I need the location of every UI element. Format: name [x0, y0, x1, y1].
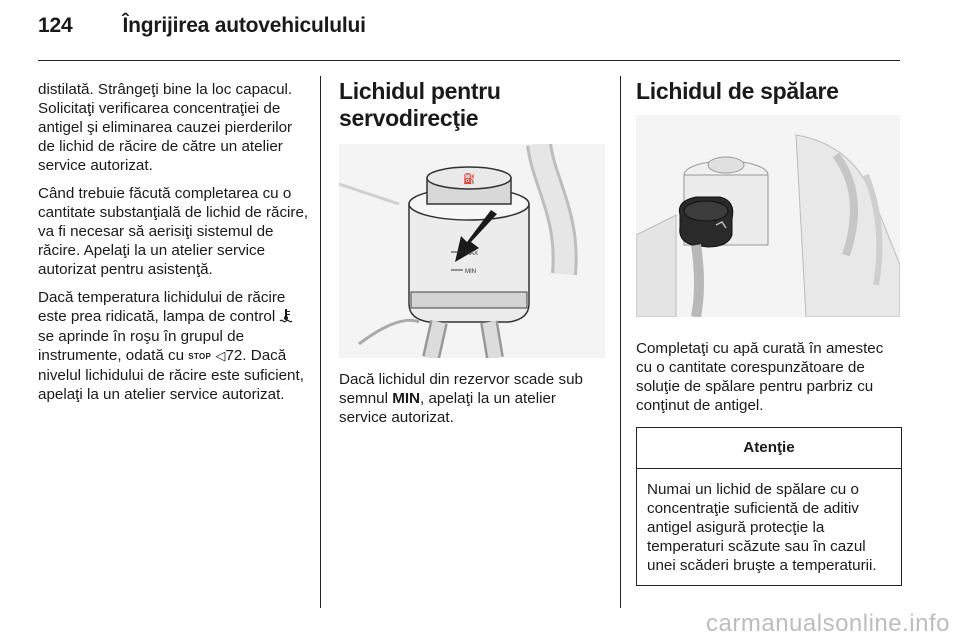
page-reference-arrow-icon: ◁ — [215, 348, 226, 363]
paragraph: Dacă lichidul din rezervor scade sub semnul MIN, apelaţi la un atelier service autorizat. — [339, 371, 583, 426]
max-mark-label: MAX — [465, 251, 479, 257]
column-coolant-continued — [38, 80, 310, 413]
notice-title: Atenţie — [637, 428, 901, 469]
column-divider-2 — [620, 76, 621, 608]
coolant-temperature-icon — [279, 310, 293, 324]
notice-text: Numai un lichid de spălare cu o concentraţie suficientă de aditiv antigel asigură protecţie la temperaturi scăzute sau în cazul unei scăderi bruşte a temperaturii. — [647, 481, 877, 574]
min-mark-label: MIN — [465, 269, 476, 275]
notice-box — [636, 427, 902, 586]
section-heading: Lichidul pentru servodirecţie — [339, 78, 501, 131]
stop-symbol: STOP — [188, 352, 212, 361]
column-divider-1 — [320, 76, 321, 608]
column-washer-fluid — [636, 78, 902, 586]
paragraph: Când trebuie făcută completarea cu o cantitate substanţială de lichid de răcire, va fi necesar să aerisiţi sistemul de răcire. Apelaţi la un atelier service autorizat pentru asistenţă. — [38, 185, 309, 278]
page-header — [38, 14, 366, 38]
paragraph: Completaţi cu apă curată în amestec cu o cantitate corespunzătoare de soluţie de spălare pentru parbriz cu conţinut de antigel. — [636, 340, 884, 414]
page-number: 124 — [38, 14, 73, 37]
column-power-steering — [339, 78, 607, 436]
power-steering-reservoir-illustration — [339, 144, 605, 358]
section-heading: Lichidul de spălare — [636, 78, 839, 104]
paragraph: Dacă temperatura lichidului de răcire este prea ridicată, lampa de control se aprinde în roşu în grupul de instrumente, odată cu STOP ◁72. Dacă nivelul lichidului de răcire este suficient, apelaţi la un atelier service autorizat. — [38, 289, 304, 403]
section-title: Îngrijirea autovehiculului — [122, 14, 366, 37]
min-label: MIN — [392, 390, 421, 407]
page-reference[interactable]: 72 — [225, 347, 243, 364]
header-rule — [38, 60, 900, 61]
watermark: carmanualsonline.info — [706, 610, 950, 637]
paragraph: distilată. Strângeţi bine la loc capacul. Solicitaţi verificarea concentraţiei de antigel şi eliminarea cauzei pierderilor de lichid de răcire de către un atelier service autorizat. — [38, 81, 293, 174]
svg-text:⛽: ⛽ — [463, 174, 476, 185]
washer-fluid-reservoir-illustration — [636, 115, 900, 317]
